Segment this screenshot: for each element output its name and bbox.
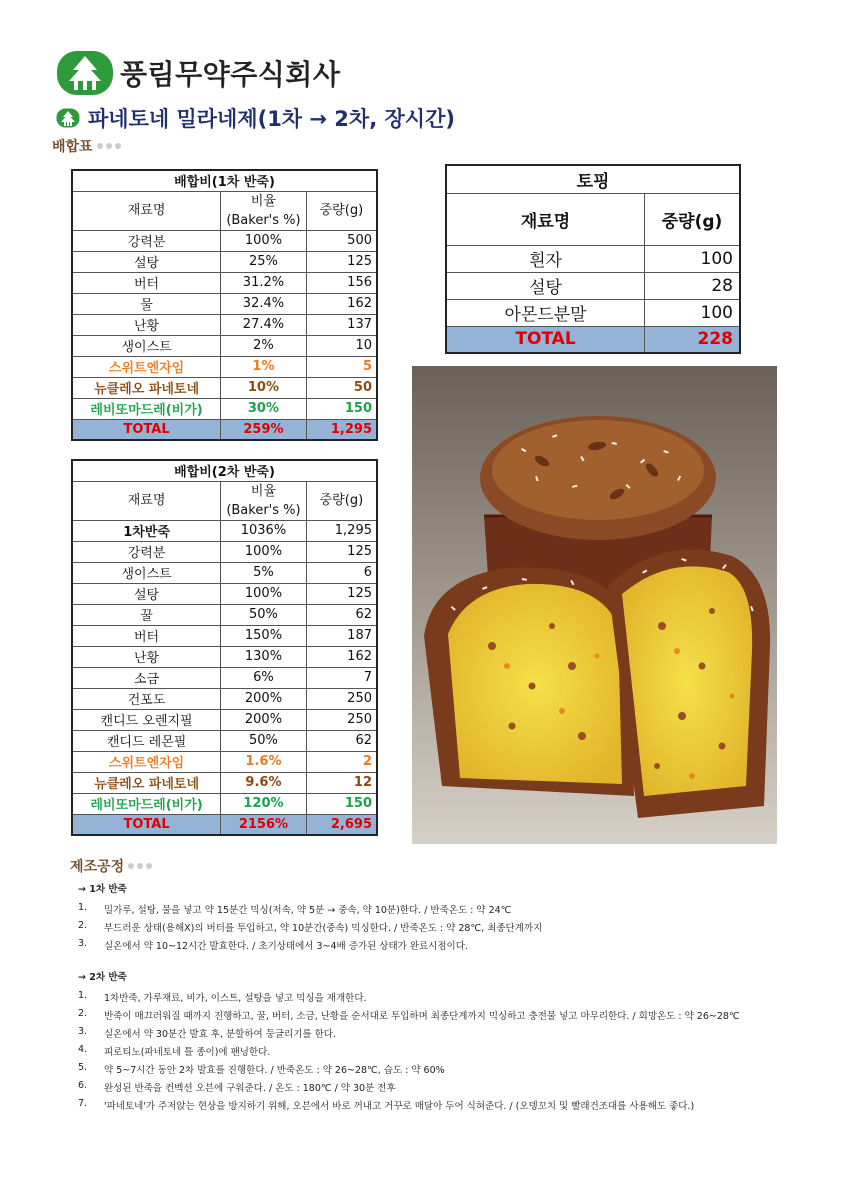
cell-name: 설탕 [446, 272, 645, 299]
table-row [72, 583, 377, 604]
cell-ratio: 2156% [221, 814, 307, 835]
cell-ratio: 259% [221, 419, 307, 440]
table-row [72, 419, 377, 440]
cell-name: 스위트엔자임 [72, 751, 221, 772]
step-text: 부드러운 상태(용해X)의 버터를 투입하고, 약 10분간(중속) 믹싱한다. / 반죽온도 : 약 28℃, 최종단계까지 [104, 923, 543, 934]
table-row [446, 245, 740, 272]
step-text: 1차반죽, 가루재료, 비가, 이스트, 설탕을 넣고 믹싱을 재개한다. [104, 993, 367, 1004]
process-step [78, 1044, 740, 1062]
cell-ratio: 1.6% [221, 751, 307, 772]
cell-ratio: 50% [221, 604, 307, 625]
cell-weight: 1,295 [306, 419, 377, 440]
step-number: 1. [78, 990, 88, 1001]
cell-weight: 500 [306, 230, 377, 251]
cell-ratio: 1% [221, 356, 307, 377]
step-number: 6. [78, 1080, 88, 1091]
cell-ratio: 6% [221, 667, 307, 688]
table-row [72, 356, 377, 377]
step-number: 3. [78, 938, 88, 949]
cell-name: 1차반죽 [72, 520, 221, 541]
cell-weight: 187 [306, 625, 377, 646]
cell-name: 아몬드분말 [446, 299, 645, 326]
company-name: 풍림무약주식회사 [120, 58, 341, 91]
col-header-ratio-line2: (Baker's %) [226, 502, 301, 518]
cell-ratio: 130% [221, 646, 307, 667]
cell-name: 스위트엔자임 [72, 356, 221, 377]
cell-weight: 12 [306, 772, 377, 793]
cell-weight: 250 [306, 709, 377, 730]
cell-name: 설탕 [72, 583, 221, 604]
cell-name: 꿀 [72, 604, 221, 625]
process-step [78, 1080, 740, 1098]
cell-name: 캔디드 레몬필 [72, 730, 221, 751]
col-header-weight: 중량(g) [645, 193, 740, 245]
table-row [72, 251, 377, 272]
col-header-name: 재료명 [72, 481, 221, 520]
cell-ratio: 100% [221, 541, 307, 562]
table-row [72, 709, 377, 730]
cell-name: 버터 [72, 272, 221, 293]
cell-weight: 125 [306, 541, 377, 562]
cell-name: 캔디드 오렌지필 [72, 709, 221, 730]
cell-weight: 162 [306, 293, 377, 314]
cell-name: 생이스트 [72, 335, 221, 356]
table-row [72, 398, 377, 419]
step-number: 4. [78, 1044, 88, 1055]
cell-weight: 28 [645, 272, 740, 299]
cell-weight: 125 [306, 251, 377, 272]
process-stage-1 [78, 881, 542, 956]
cell-ratio: 31.2% [221, 272, 307, 293]
step-text: 밀가루, 설탕, 물을 넣고 약 15분간 믹싱(저속, 약 5분 → 중속, 약 10분)한다. / 반죽온도 : 약 24℃ [104, 905, 512, 916]
cell-name: 난황 [72, 646, 221, 667]
process-stage-2 [78, 969, 740, 1116]
col-header-ratio [221, 191, 307, 230]
section-process-label: 제조공정 [70, 859, 125, 875]
cell-name: TOTAL [72, 814, 221, 835]
step-number: 1. [78, 902, 88, 913]
cell-weight: 125 [306, 583, 377, 604]
cell-name: 레비또마드레(비가) [72, 398, 221, 419]
cell-name: 생이스트 [72, 562, 221, 583]
tree-logo-small-icon [56, 108, 80, 128]
table-row [72, 772, 377, 793]
cell-ratio: 10% [221, 377, 307, 398]
process-step [78, 920, 542, 938]
section-recipe-heading [52, 136, 121, 156]
cell-name: 난황 [72, 314, 221, 335]
cell-weight: 137 [306, 314, 377, 335]
cell-weight: 7 [306, 667, 377, 688]
cell-name: 뉴클레오 파네토네 [72, 772, 221, 793]
step-text: 피로티노(파네토네 틀 종이)에 팬닝한다. [104, 1047, 271, 1058]
cell-name: 레비또마드레(비가) [72, 793, 221, 814]
step-text: 실온에서 약 30분간 발효 후, 분할하여 둥글리기를 한다. [104, 1029, 336, 1040]
cell-weight: 62 [306, 730, 377, 751]
process-step [78, 1008, 740, 1026]
col-header-name: 재료명 [446, 193, 645, 245]
table-row [72, 793, 377, 814]
col-header-name: 재료명 [72, 191, 221, 230]
table-row [72, 604, 377, 625]
cell-weight: 150 [306, 793, 377, 814]
table-row [72, 293, 377, 314]
process-step [78, 938, 542, 956]
cell-name: 소금 [72, 667, 221, 688]
cell-name: 뉴클레오 파네토네 [72, 377, 221, 398]
table-row [72, 667, 377, 688]
col-header-weight: 중량(g) [306, 191, 377, 230]
table-second-dough [71, 459, 378, 836]
cell-weight: 228 [645, 326, 740, 353]
stage-title: → 2차 반죽 [78, 972, 127, 983]
cell-weight: 10 [306, 335, 377, 356]
cell-ratio: 100% [221, 583, 307, 604]
cell-ratio: 1036% [221, 520, 307, 541]
table-row [72, 625, 377, 646]
cell-weight: 2,695 [306, 814, 377, 835]
table-caption: 배합비(2차 반죽) [72, 460, 377, 481]
cell-ratio: 200% [221, 688, 307, 709]
cell-ratio: 30% [221, 398, 307, 419]
table-row [72, 314, 377, 335]
step-number: 7. [78, 1098, 88, 1109]
cell-weight: 156 [306, 272, 377, 293]
step-text: 반죽이 매끄러워질 때까지 진행하고, 꿀, 버터, 소금, 난황을 순서대로 투입하며 최종단계까지 믹싱하고 충전물 넣고 마무리한다. / 희망온도 : 약 26~28℃ [104, 1011, 740, 1022]
process-step [78, 990, 740, 1008]
cell-weight: 2 [306, 751, 377, 772]
cell-weight: 150 [306, 398, 377, 419]
dots-decoration-icon [97, 143, 121, 149]
table-row [72, 730, 377, 751]
step-number: 5. [78, 1062, 88, 1073]
stage-title: → 1차 반죽 [78, 884, 127, 895]
cell-name: 강력분 [72, 230, 221, 251]
cell-name: 물 [72, 293, 221, 314]
step-text: '파네토네'가 주저앉는 현상을 방지하기 위해, 오븐에서 바로 꺼내고 거꾸로 매달아 두어 식혀준다. / (오뎅꼬치 및 빨래건조대를 사용해도 좋다.) [104, 1101, 695, 1112]
cell-name: 흰자 [446, 245, 645, 272]
table-row [72, 335, 377, 356]
cell-name: TOTAL [72, 419, 221, 440]
cell-name: 건포도 [72, 688, 221, 709]
panettone-photo [412, 366, 777, 844]
cell-ratio: 32.4% [221, 293, 307, 314]
table-first-dough [71, 169, 378, 441]
section-recipe-label: 배합표 [52, 139, 93, 155]
tree-logo-icon [56, 50, 114, 96]
cell-weight: 162 [306, 646, 377, 667]
step-text: 완성된 반죽을 컨벡션 오븐에 구워준다. / 온도 : 180℃ / 약 30분 전후 [104, 1083, 396, 1094]
table-row [446, 326, 740, 353]
cell-ratio: 25% [221, 251, 307, 272]
table-row [72, 688, 377, 709]
company-logo [56, 50, 340, 96]
cell-weight: 62 [306, 604, 377, 625]
step-text: 실온에서 약 10~12시간 발효한다. / 초기상태에서 3~4배 증가된 상태가 완료시점이다. [104, 941, 468, 952]
step-text: 약 5~7시간 동안 2차 발효를 진행한다. / 반죽온도 : 약 26~28℃, 습도 : 약 60% [104, 1065, 445, 1076]
cell-weight: 5 [306, 356, 377, 377]
table-row [72, 377, 377, 398]
table-caption: 토핑 [446, 165, 740, 193]
cell-weight: 6 [306, 562, 377, 583]
cell-weight: 100 [645, 245, 740, 272]
step-number: 3. [78, 1026, 88, 1037]
step-number: 2. [78, 920, 88, 931]
cell-name: 버터 [72, 625, 221, 646]
step-number: 2. [78, 1008, 88, 1019]
table-row [72, 646, 377, 667]
cell-ratio: 5% [221, 562, 307, 583]
process-step [78, 1026, 740, 1044]
cell-name: TOTAL [446, 326, 645, 353]
table-row [72, 751, 377, 772]
table-row [72, 562, 377, 583]
page-title [56, 103, 455, 133]
cell-ratio: 100% [221, 230, 307, 251]
col-header-ratio-line2: (Baker's %) [226, 212, 301, 228]
cell-name: 설탕 [72, 251, 221, 272]
col-header-ratio-line1: 비율 [250, 483, 277, 499]
cell-weight: 50 [306, 377, 377, 398]
table-topping [445, 164, 741, 354]
recipe-title: 파네토네 밀라네제(1차 → 2차, 장시간) [88, 107, 455, 131]
col-header-ratio [221, 481, 307, 520]
cell-ratio: 2% [221, 335, 307, 356]
col-header-weight: 중량(g) [306, 481, 377, 520]
cell-ratio: 120% [221, 793, 307, 814]
table-row [72, 230, 377, 251]
table-row [72, 541, 377, 562]
col-header-ratio-line1: 비율 [250, 193, 277, 209]
cell-weight: 1,295 [306, 520, 377, 541]
cell-name: 강력분 [72, 541, 221, 562]
process-step [78, 1098, 740, 1116]
table-row [446, 272, 740, 299]
cell-ratio: 50% [221, 730, 307, 751]
cell-ratio: 9.6% [221, 772, 307, 793]
table-row [72, 272, 377, 293]
table-caption: 배합비(1차 반죽) [72, 170, 377, 191]
table-row [72, 814, 377, 835]
table-row [446, 299, 740, 326]
dots-decoration-icon [128, 863, 152, 869]
cell-ratio: 150% [221, 625, 307, 646]
cell-ratio: 27.4% [221, 314, 307, 335]
process-step [78, 1062, 740, 1080]
process-step [78, 902, 542, 920]
cell-weight: 100 [645, 299, 740, 326]
cell-ratio: 200% [221, 709, 307, 730]
section-process-heading [70, 856, 152, 876]
table-row [72, 520, 377, 541]
cell-weight: 250 [306, 688, 377, 709]
